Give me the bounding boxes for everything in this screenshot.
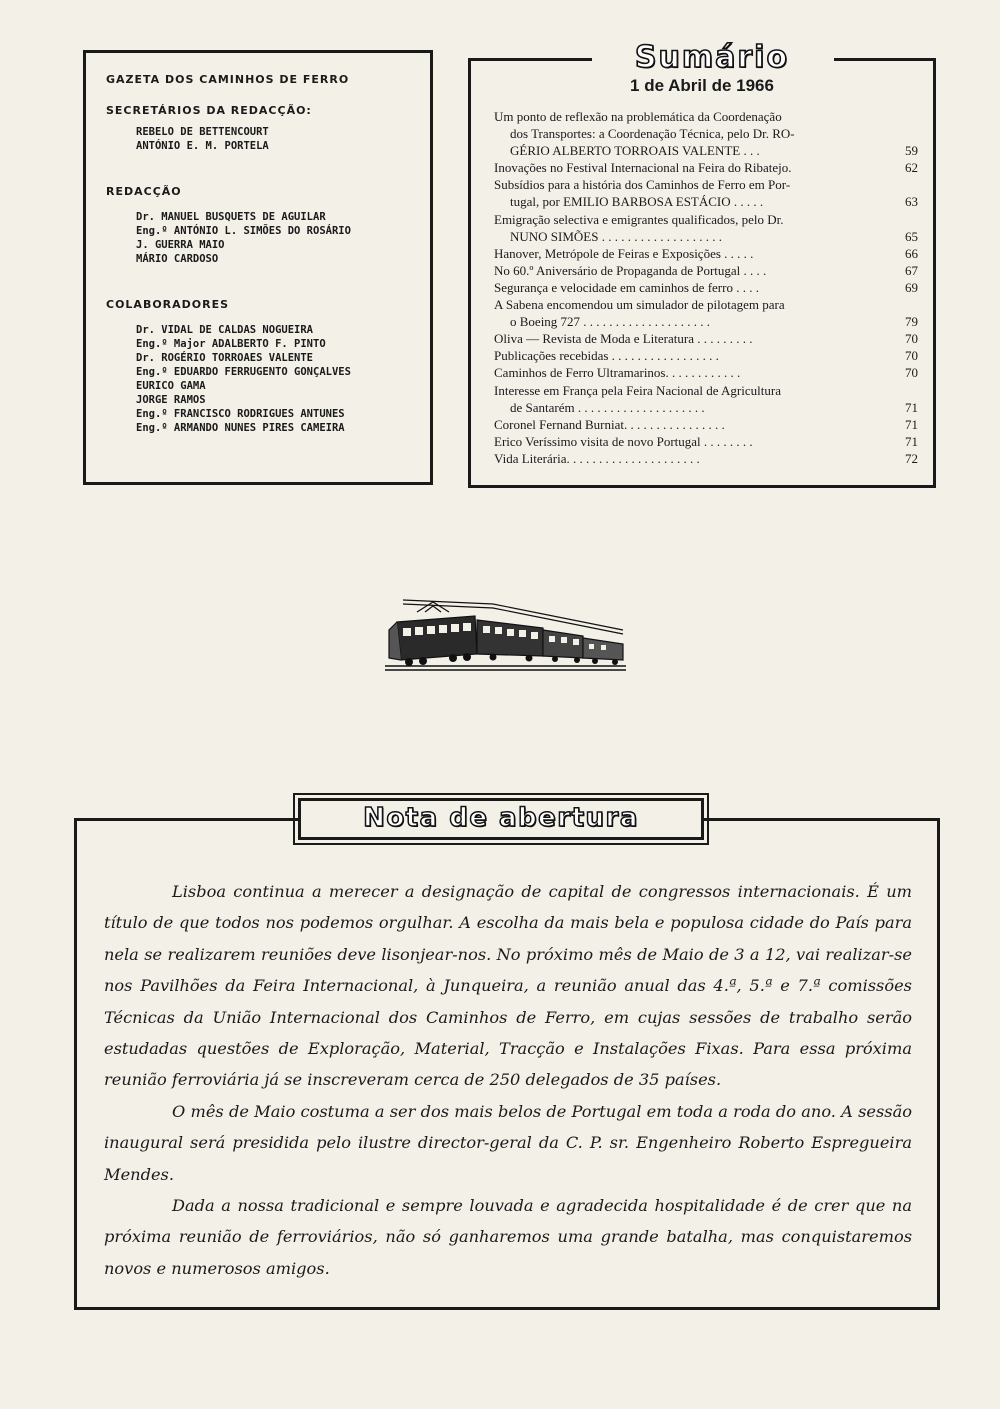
toc-item-text: NUNO SIMÕES . . . . . . . . . . . . . . . . . . . xyxy=(510,228,722,244)
toc-item-text: Publicações recebidas . . . . . . . . . . . . . . . . . xyxy=(494,348,719,364)
nota-title: Nota de abertura xyxy=(363,803,639,833)
staff-name: Dr. VIDAL DE CALDAS NOGUEIRA xyxy=(136,324,314,336)
nota-paragraph: Lisboa continua a merecer a designação de capital de congressos internacionais. É um título de que todos nos podemos orgulhar. A escolha da mais bela e populosa cidade do País para nela se realizarem reuniões deve lisonjear-nos. No próximo mês de Maio de 3 a 12, vai realizar-se nos Pavilhões da Feira Internacional, à Junqueira, a reunião anual das 4.ª, 5.ª e 7.ª comissões Técnicas da União Internacional dos Caminhos de Ferro, em cujas sessões de trabalho serão estudadas questões de Exploração, Material, Tracção e Instalações Fixas. Para essa próxima reunião ferroviária já se inscreveram cerca de 250 delegados de 35 países. xyxy=(104,882,912,1090)
staff-box xyxy=(83,50,433,485)
staff-name: JORGE RAMOS xyxy=(136,394,206,406)
toc-item-text: Segurança e velocidade em caminhos de ferro . . . . xyxy=(494,279,759,295)
toc-page-number: 62 xyxy=(905,160,918,176)
toc-item-text: de Santarém . . . . . . . . . . . . . . . . . . . . xyxy=(510,399,705,415)
toc-item-text: Inovações no Festival Internacional na Feira do Ribatejo. xyxy=(494,160,792,176)
staff-name: Eng.º EDUARDO FERRUGENTO GONÇALVES xyxy=(136,366,351,378)
toc-page-number: 70 xyxy=(905,365,918,381)
toc-item-text: dos Transportes: a Coordenação Técnica, pelo Dr. RO- xyxy=(510,126,795,142)
toc-item-text: No 60.º Aniversário de Propaganda de Portugal . . . . xyxy=(494,262,767,278)
staff-name: Dr. MANUEL BUSQUETS DE AGUILAR xyxy=(136,211,326,223)
toc-item-text: Coronel Fernand Burniat. . . . . . . . . . . . . . . . xyxy=(494,416,725,432)
toc-page-number: 66 xyxy=(905,245,918,261)
staff-name: Eng.º ARMANDO NUNES PIRES CAMEIRA xyxy=(136,422,345,434)
nota-paragraph: O mês de Maio costuma a ser dos mais belos de Portugal em toda a roda do ano. A sessão inaugural será presidida pelo ilustre director-geral da C. P. sr. Engenheiro Roberto Espregueira Mendes. xyxy=(104,1101,912,1184)
toc-item-text: Caminhos de Ferro Ultramarinos. . . . . . . . . . . . xyxy=(494,365,741,381)
toc-item xyxy=(494,279,918,296)
toc-page-number: 70 xyxy=(905,348,918,364)
staff-name: Eng.º ANTÓNIO L. SIMÕES DO ROSÁRIO xyxy=(136,225,351,237)
toc-item xyxy=(494,433,918,450)
toc-item xyxy=(494,416,918,433)
toc-item-text: o Boeing 727 . . . . . . . . . . . . . . . . . . . . xyxy=(510,314,711,330)
staff-name: Dr. ROGÉRIO TORROAES VALENTE xyxy=(136,352,314,364)
summary-title: Sumário xyxy=(634,40,790,75)
toc-item-text: Subsídios para a história dos Caminhos de Ferro em Por- xyxy=(494,177,791,193)
toc-page-number: 71 xyxy=(905,416,918,432)
toc-item xyxy=(494,211,918,245)
toc-page-number: 70 xyxy=(905,331,918,347)
toc-item xyxy=(494,364,918,381)
toc-item xyxy=(494,296,918,330)
toc-item-text: Interesse em França pela Feira Nacional de Agricultura xyxy=(494,382,781,398)
train-illustration xyxy=(383,594,628,676)
staff-name: Eng.º FRANCISCO RODRIGUES ANTUNES xyxy=(136,408,345,420)
toc-page-number: 67 xyxy=(905,262,918,278)
secretaries-heading: SECRETÁRIOS DA REDACÇÃO: xyxy=(106,104,312,117)
toc-item xyxy=(494,159,918,176)
staff-name: MÁRIO CARDOSO xyxy=(136,253,219,265)
toc-item xyxy=(494,176,918,210)
toc-item-text: Um ponto de reflexão na problemática da Coordenação xyxy=(494,109,782,124)
toc-item xyxy=(494,450,918,467)
toc-page-number: 59 xyxy=(905,143,918,159)
toc-item xyxy=(494,330,918,347)
toc-item-text: Erico Veríssimo visita de novo Portugal . . . . . . . . xyxy=(494,433,753,449)
toc-page-number: 65 xyxy=(905,228,918,244)
editorial-heading: REDACÇÃO xyxy=(106,185,182,198)
toc-page-number: 71 xyxy=(905,399,918,415)
nota-body xyxy=(104,876,912,1284)
toc-item-text: Vida Literária. . . . . . . . . . . . . . . . . . . . . xyxy=(494,450,700,466)
toc-item-text: Emigração selectiva e emigrantes qualificados, pelo Dr. xyxy=(494,211,784,227)
staff-name: EURICO GAMA xyxy=(136,380,206,392)
toc-item xyxy=(494,262,918,279)
toc-page-number: 79 xyxy=(905,314,918,330)
toc-item-text: A Sabena encomendou um simulador de pilotagem para xyxy=(494,297,785,313)
toc-item xyxy=(494,245,918,262)
nota-paragraph: Dada a nossa tradicional e sempre louvada e agradecida hospitalidade é de crer que na próxima reunião de ferroviários, não só ganharemos uma grande batalha, mas conquistaremos novos e numerosos amigos. xyxy=(104,1196,912,1278)
toc-page-number: 63 xyxy=(905,194,918,210)
toc-item-text: Oliva — Revista de Moda e Literatura . . . . . . . . . xyxy=(494,331,753,347)
toc-item xyxy=(494,108,918,159)
toc-item-text: Hanover, Metrópole de Feiras e Exposições . . . . . xyxy=(494,245,754,261)
publication-name: GAZETA DOS CAMINHOS DE FERRO xyxy=(106,73,350,86)
toc-page-number: 72 xyxy=(905,450,918,466)
staff-name: REBELO DE BETTENCOURT xyxy=(136,126,269,138)
toc-item xyxy=(494,382,918,416)
staff-name: ANTÓNIO E. M. PORTELA xyxy=(136,140,269,152)
summary-date: 1 de Abril de 1966 xyxy=(630,76,774,95)
staff-name: J. GUERRA MAIO xyxy=(136,239,225,251)
toc-page-number: 71 xyxy=(905,433,918,449)
toc-item-text: GÉRIO ALBERTO TORROAIS VALENTE . . . xyxy=(510,143,760,159)
contributors-heading: COLABORADORES xyxy=(106,298,230,311)
toc-page-number: 69 xyxy=(905,279,918,295)
toc-item xyxy=(494,347,918,364)
staff-name: Eng.º Major ADALBERTO F. PINTO xyxy=(136,338,326,350)
toc-item-text: tugal, por EMILIO BARBOSA ESTÁCIO . . . . . xyxy=(510,194,764,210)
table-of-contents xyxy=(494,108,918,467)
